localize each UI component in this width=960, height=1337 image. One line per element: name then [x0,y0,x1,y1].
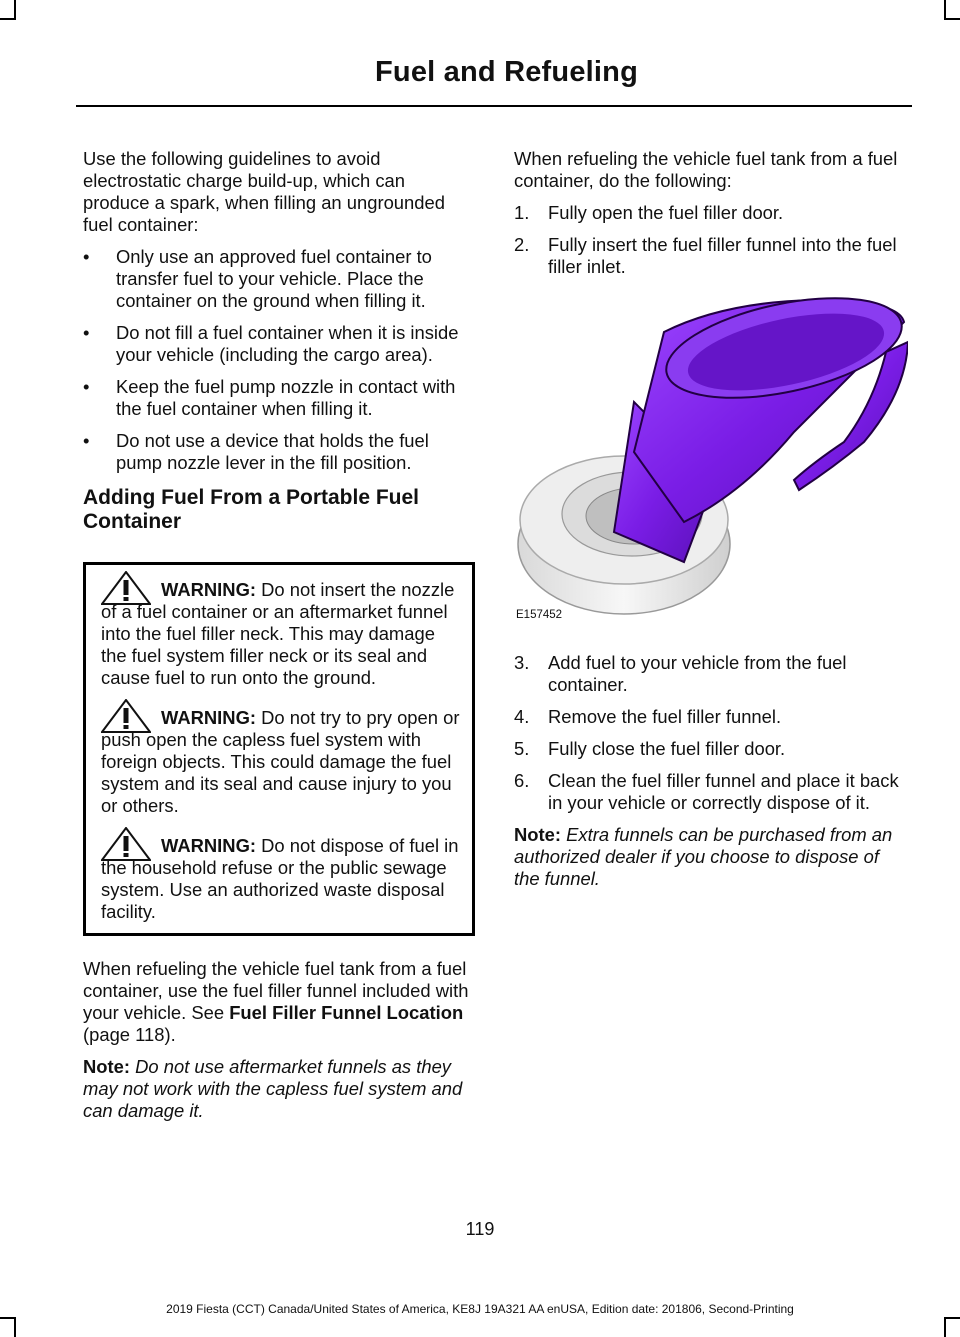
list-item [83,246,475,312]
list-item [514,770,908,814]
list-item-text: Only use an approved fuel container to transfer fuel to your vehicle. Place the container on the ground when filling it. [116,246,432,311]
warning-text: Do not try to pry open or push open the capless fuel system with foreign objects. This could damage the fuel system and its seal and cause injury to you or others. [101,707,460,816]
list-item [514,234,908,278]
warning-label: WARNING: [161,707,257,728]
crop-mark [944,18,960,20]
warning-text: Do not dispose of fuel in the household refuse or the public sewage system. Use an authorized waste disposal facility. [101,835,459,922]
guideline-list [83,246,475,474]
cross-reference-link[interactable]: Fuel Filler Funnel Location [229,1002,464,1023]
list-item [83,376,475,420]
refuel-text: When refueling the vehicle fuel tank from a fuel container, use the fuel filler funnel included with your vehicle. See [83,958,469,1023]
page-number: 119 [465,1219,495,1239]
note-label: Note: [83,1056,130,1077]
section-heading: Adding Fuel From a Portable Fuel Container [83,486,420,533]
crop-mark [0,18,16,20]
crop-mark [0,1317,16,1319]
right-column [514,148,908,900]
warning-text: Do not insert the nozzle of a fuel container or an aftermarket funnel into the fuel filler neck. This may damage the fuel system filler neck or its seal and cause fuel to run onto the ground. [101,579,455,688]
warning-icon [101,827,151,861]
step-number: 5. [514,738,530,759]
warning-item [101,835,464,923]
list-item-text: Keep the fuel pump nozzle in contact with the fuel container when filling it. [116,376,456,419]
list-item [83,322,475,366]
warning-item [101,707,464,817]
page-reference: (page 118). [83,1024,176,1045]
step-text: Fully open the fuel filler door. [548,202,784,223]
list-item [514,738,908,760]
crop-mark [14,0,16,20]
crop-mark [14,1317,16,1337]
list-item [514,706,908,728]
note-paragraph [514,824,908,890]
list-item-text: Do not fill a fuel container when it is inside your vehicle (including the cargo area). [116,322,459,365]
page-footer: 2019 Fiesta (CCT) Canada/United States of America, KE8J 19A321 AA enUSA, Edition date: 201806, Second-Printing [166,1302,794,1316]
note-text: Do not use aftermarket funnels as they may not work with the capless fuel system and can damage it. [83,1056,463,1121]
step-number: 4. [514,706,530,727]
warning-label: WARNING: [161,579,257,600]
step-text: Clean the fuel filler funnel and place it back in your vehicle or correctly dispose of it. [548,770,899,813]
crop-mark [944,1317,960,1319]
warning-box [83,562,475,936]
step-number: 1. [514,202,530,223]
list-item [514,202,908,224]
note-label: Note: [514,824,561,845]
step-number: 2. [514,234,530,255]
step-number: 3. [514,652,530,673]
intro-paragraph: Use the following guidelines to avoid electrostatic charge build-up, which can produce a spark, when filling an ungrounded fuel container: [83,148,445,235]
list-item [83,430,475,474]
step-text: Remove the fuel filler funnel. [548,706,782,727]
warning-item [101,579,464,689]
header-divider [76,105,912,107]
intro-paragraph: When refueling the vehicle fuel tank from a fuel container, do the following: [514,148,898,191]
left-column [83,148,475,1132]
note-text: Extra funnels can be purchased from an authorized dealer if you choose to dispose of the funnel. [514,824,893,889]
step-number: 6. [514,770,530,791]
list-item [514,652,908,696]
refuel-paragraph [83,958,475,1046]
warning-icon [101,571,151,605]
bullet-marker: • [83,376,90,397]
funnel-illustration [514,292,908,636]
crop-mark [944,0,946,20]
bullet-marker: • [83,322,90,343]
bullet-marker: • [83,246,90,267]
steps-list [514,652,908,814]
bullet-marker: • [83,430,90,451]
steps-list [514,202,908,278]
warning-label: WARNING: [161,835,257,856]
figure-code: E157452 [516,609,563,621]
page-header-title: Fuel and Refueling [375,56,638,88]
funnel-in-inlet-image [514,292,908,636]
list-item-text: Do not use a device that holds the fuel pump nozzle lever in the fill position. [116,430,429,473]
step-text: Fully close the fuel filler door. [548,738,786,759]
step-text: Add fuel to your vehicle from the fuel container. [548,652,847,695]
step-text: Fully insert the fuel filler funnel into the fuel filler inlet. [548,234,897,277]
warning-icon [101,699,151,733]
crop-mark [944,1317,946,1337]
note-paragraph [83,1056,475,1122]
